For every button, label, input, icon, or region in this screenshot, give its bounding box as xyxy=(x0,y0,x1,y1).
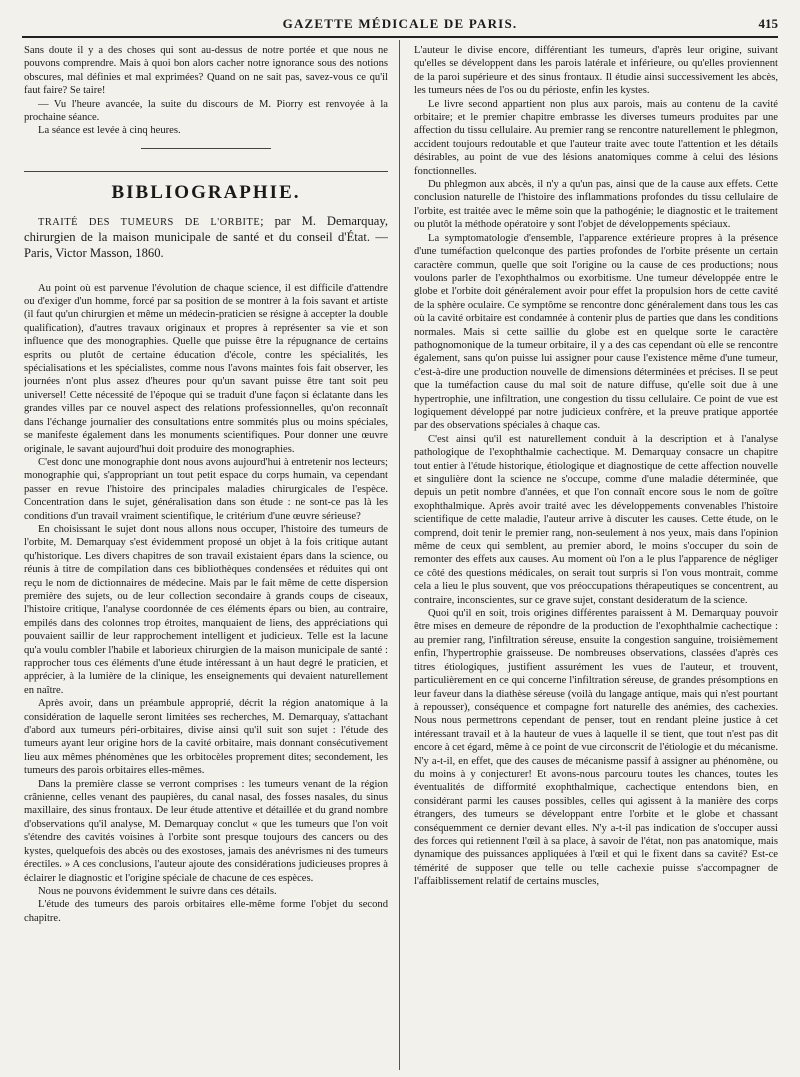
review-paragraph: Au point où est parvenue l'évolution de chaque science, il est difficile d'attendre ou d'exiger d'un homme, forcé par sa position de se montrer à la fois savant et artiste (il faut qu'un chirurgien et même un médecin-praticien se résigne à accepter la double qualification), d'autres travaux originaux et propres à représenter sa vie et son influence que des monographies. Quelle que puisse être la répugnance de certains esprits ou plutôt de certaine éducation d'école, contre les spécialités, les spécialisations et les spécialistes, comme nous l'avons maintes fois fait observer, les journées n'ont plus assez d'heures pour qu'un savant puisse être tant soit peu universel! Cette nécessité de l'époque qui se traduit d'une façon si éclatante dans les grandes villes par ce nouvel aspect des relations professionnelles, qu'on reconnaît dans l'échange journalier des consultations entre sommités plus ou moins spéciales, se manifeste également dans les monuments scientifiques. Pour donner une œuvre originale, le savant aujourd'hui doit produire des monographies. xyxy=(24,282,388,455)
review-paragraph: La symptomatologie d'ensemble, l'apparence extérieure propres à la présence d'une tuméfaction quelconque des parties profondes de l'orbite présente un certain caractère commun, quelle que soit l'origine ou la cause de ces productions; nous voulons parler de l'exophthalmos ou exorbitisme. Une tumeur développée entre le globe et l'orbite doit généralement avoir pour effet la propulsion hors de cette cavité de la sphère oculaire. Ce symptôme se rencontre donc généralement dans tous les cas où la cavité orbitaire est condamnée à contenir plus de parties que dans les conditions normales. Mais si cette saillie du globe est en quelque sorte le caractère pathognomonique de la tumeur orbitaire, il y a des cas cependant où elle se rencontre également, sans qu'on puisse lui assigner pour cause l'existence même d'une tumeur, c'est-à-dire une production nouvelle de dimensions déterminées et précises. Il se peut que la tuméfaction cause du mal soit de nature diffuse, qu'elle soit due à une hypertrophie, une infiltration, une congestion du tissu cellulaire. Ce point de vue est logiquement développé par notre judicieux confrère, et la preuve pratique apportée par des observations spéciales à chaque cas. xyxy=(414,232,778,432)
review-paragraph: Dans la première classe se verront comprises : les tumeurs venant de la région crânienne, celles venant des paupières, du canal nasal, des fosses nasales, du sinus maxillaire, des sinus frontaux. De leur étude attentive et détaillée et du grand nombre d'observations qu'il analyse, M. Demarquay conclut « que les tumeurs que l'on voit s'étendre des cavités voisines à l'orbite sont presque toujours des cancers ou des kystes, quelquefois des abcès ou des exostoses, jamais des anévrismes ni des tumeurs érectiles. » A ces conclusions, l'auteur ajoute des considérations judicieuses propres à éclairer le diagnostic et l'origine spéciale de chacune de ces espèces. xyxy=(24,778,388,884)
intro-paragraph: Sans doute il y a des choses qui sont au-dessus de notre portée et que nous ne pouvons comprendre. Mais à quoi bon alors cacher notre ignorance sous des notions obscures, mal définies et mal exprimées? Quand on ne sait pas, savez-vous ce qu'il faut faire? Se taire! xyxy=(24,45,388,97)
book-details: ; par M. Demarquay, chirurgien de la maison municipale de santé et du conseil d'État. — Paris, Victor Masson, 1860. xyxy=(24,213,388,261)
review-paragraph: Quoi qu'il en soit, trois origines différentes paraissent à M. Demarquay pouvoir être mises en demeure de répondre de la production de l'exophthalmie cachectique : au premier rang, l'infiltration séreuse, ensuite la congestion sanguine, troisièmement enfin, l'hypertrophie graisseuse. De nombreuses observations, classées d'après ces titres étiologiques, justifient assurément les vues de l'auteur, et trouvent, particulièrement en ce qui concerne l'infiltration séreuse, de grandes présomptions en leur faveur dans la diathèse séreuse (voilà du langage antique, mais qui n'est pourtant à repousser), conséquence et compagne fort naturelle des anémies, des cachexies. Nous nous permettrons cependant de penser, tout en rendant pleine justice à cet intéressant travail et à la hauteur de vues à laquelle il se tient, que tout n'est pas dit encore à cet égard, même à ce point de vue circonscrit de l'étiologie et du mécanisme. N'y a-t-il, en effet, que des causes de mécanisme passif à assigner au phénomène, ou du moins à y conjecturer! Et avons-nous parcouru toutes les chances, toutes les éventualités de difformité exophthalmique, cachectique entendons bien, en considérant parmi les causes possibles, celles qui agissent à la manière des corps étrangers, des tumeurs se développant entre l'orbite et le globe et chassant conséquemment ce dernier devant elles. N'y a-t-il pas indication de s'occuper aussi des forces qui retiennent l'œil à sa place, à savoir de l'état, non pas anatomique, mais dynamique des puissances appliquées à l'œil et qui le fixent dans sa cavité? Est-ce témérité de supposer que telle ou telle cachexie puisse s'accompagner de l'affaiblissement relatif de certains muscles, xyxy=(414,608,778,888)
section-title: BIBLIOGRAPHIE. xyxy=(111,181,301,203)
right-column xyxy=(414,44,778,1074)
review-paragraph: En choisissant le sujet dont nous allons nous occuper, l'histoire des tumeurs de l'orbite, M. Demarquay s'est évidemment proposé un objet à la fois critique autant qu'historique. Les divers chapitres de son travail existaient épars dans la science, ou réunis à titre de compilation dans ces bibliothèques condensées et réduites qui ont reçu le nom de dictionnaires de médecine. Mais par le fait même de cette dispersion première des sujets, ou de leur collection secondaire à grands coups de ciseaux, l'histoire critique, l'analyse coordonnée de ces éléments épars ou bien, au contraire, empilés dans des colonnes trop étroites, manquaient de liens, des appréciations qui pouvaient saillir de leur rapprochement intelligent et judicieux. Telle est la lacune qu'a voulu combler l'habile et laborieux chirurgien de la maison municipale de santé : rapprocher tous ces éléments d'une étude intéressant à un haut degré le praticien, et apprécier, à la lumière de la clinique, les enseignements qui devaient naturellement en naître. xyxy=(24,523,388,696)
review-paragraph: Du phlegmon aux abcès, il n'y a qu'un pas, ainsi que de la cause aux effets. Cette conclusion naturelle de l'histoire des inflammations profondes du tissu cellulaire de l'orbite, est traitée avec le même soin que la pathogénie; le diagnostic et le traitement ou plutôt la méthode opératoire y sont l'objet de développements spéciaux. xyxy=(414,179,778,231)
intro-paragraph: La séance est levée à cinq heures. xyxy=(38,125,181,137)
book-title: TRAITÉ DES TUMEURS DE L'ORBITE xyxy=(38,216,261,228)
page-number: 415 xyxy=(758,16,778,31)
short-rule xyxy=(141,148,271,149)
review-paragraph: C'est donc une monographie dont nous avons aujourd'hui à entretenir nos lecteurs; monographie qui, s'appropriant un tout petit espace du corps humain, va cependant passer en revue l'histoire des principales maladies chirurgicales de l'espèce. Concentration dans le sujet, généralisation dans son étude : ne sont-ce pas là les conditions d'un travail vraiment scientifique, le critérium d'une œuvre sérieuse? xyxy=(24,456,388,522)
review-paragraph: L'auteur le divise encore, différentiant les tumeurs, d'après leur origine, suivant qu'elles se développent dans les parois latérale et inférieure, ou qu'elles proviennent de la paroi supérieure et des sinus frontaux. Il étudie ainsi successivement les abcès, les tumeurs nées de l'os ou du périoste, enfin les kystes. xyxy=(414,45,778,97)
intro-paragraph: — Vu l'heure avancée, la suite du discours de M. Piorry est renvoyée à la prochaine séance. xyxy=(24,98,388,124)
column-divider xyxy=(399,40,400,1070)
review-paragraph: L'étude des tumeurs des parois orbitaires elle-même forme l'objet du second chapitre. xyxy=(24,899,388,924)
page-header xyxy=(22,10,778,38)
review-paragraph: Le livre second appartient non plus aux parois, mais au contenu de la cavité orbitaire; et le premier chapitre embrasse les diverses tumeurs produites par une affection du tissu cellulaire. Au premier rang se rencontre naturellement le phlegmon, accident toujours redoutable et que l'auteur traite avec toute l'attention et les détails désirables, au point de vue des lésions anatomiques comme à celui des lésions fonctionnelles. xyxy=(414,98,778,177)
review-paragraph: Nous ne pouvons évidemment le suivre dans ces détails. xyxy=(38,885,277,897)
book-reference xyxy=(24,214,388,262)
left-column xyxy=(24,44,388,1074)
full-rule xyxy=(24,171,388,172)
review-paragraph: Après avoir, dans un préambule approprié, décrit la région anatomique à la considération de laquelle seront limitées ses recherches, M. Demarquay, s'attachant d'abord aux tumeurs péri-orbitaires, divise ainsi qu'il suit son sujet : l'étude des tumeurs ayant leur origine hors de la cavité orbitaire, mais donnant consécutivement lieu aux mêmes phénomènes que les orbitocèles proprement dites; secondement, les tumeurs des parois orbitaires elles-mêmes. xyxy=(24,698,388,777)
review-paragraph: C'est ainsi qu'il est naturellement conduit à la description et à l'analyse pathologique de l'exophthalmie cachectique. M. Demarquay consacre un chapitre tout entier à l'étude historique, étiologique et diagnostique de cette affection nouvelle et singulière dont la science ne s'occupe, comme d'une maladie déterminée, que depuis un petit nombre d'années, et que l'on connaît encore sous le nom de goître exophthalmique. Après avoir traité avec les développements convenables l'histoire scientifique de cette maladie, l'auteur arrive à discuter les causes. Cette étude, on le comprend, doit tenir le premier rang, non-seulement à nos yeux, mais dans l'opinion même de ceux qui semblent, au premier abord, le moins s'occuper du soin de remonter des effets aux causes. Au moment où l'on a le plus l'apparence de négliger ce côté des questions médicales, on serait tout surpris si l'on vous montrait, comme cela a lieu le plus souvent, que vos préoccupations thérapeutiques se concentrent, au contraire, inconscientes, sur ce grave sujet, constant desideratum de la science. xyxy=(414,433,778,606)
journal-title: GAZETTE MÉDICALE DE PARIS. xyxy=(282,16,518,31)
